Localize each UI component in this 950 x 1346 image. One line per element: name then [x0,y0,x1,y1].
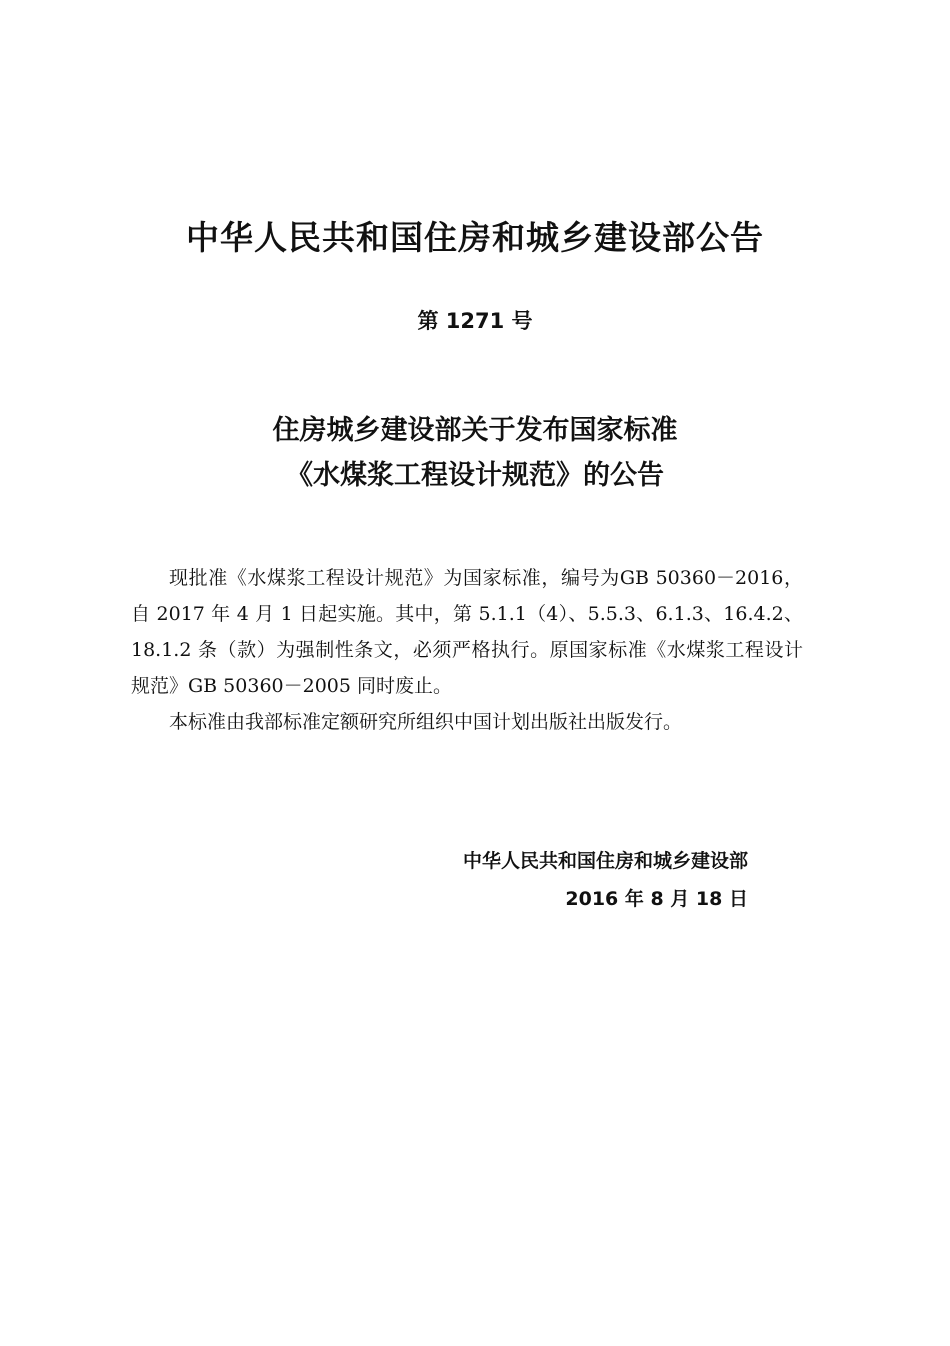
signature-block [463,842,748,918]
body-paragraph-1: 现批准《水煤浆工程设计规范》为国家标准，编号为GB 50360－2016，自 2017 年 4 月 1 日起实施。其中，第 5.1.1（4）、5.5.3、6.1.3、16.4.2、18.1.2 条（款）为强制性条文，必须严格执行。原国家标准《水煤浆工程设计规范》GB 50360－2005 同时废止。 [131,567,803,697]
announcement-subtitle [0,408,950,498]
subtitle-line-2: 《水煤浆工程设计规范》的公告 [286,460,664,491]
subtitle-line-1: 住房城乡建设部关于发布国家标准 [272,415,678,446]
issue-date: 2016 年 8 月 18 日 [565,888,748,910]
announcement-body [131,560,803,740]
announcement-title: 中华人民共和国住房和城乡建设部公告 [186,218,764,257]
announcement-number: 第 1271 号 [417,309,533,333]
body-paragraph-2: 本标准由我部标准定额研究所组织中国计划出版社出版发行。 [169,711,683,733]
issuer-name: 中华人民共和国住房和城乡建设部 [462,850,748,872]
